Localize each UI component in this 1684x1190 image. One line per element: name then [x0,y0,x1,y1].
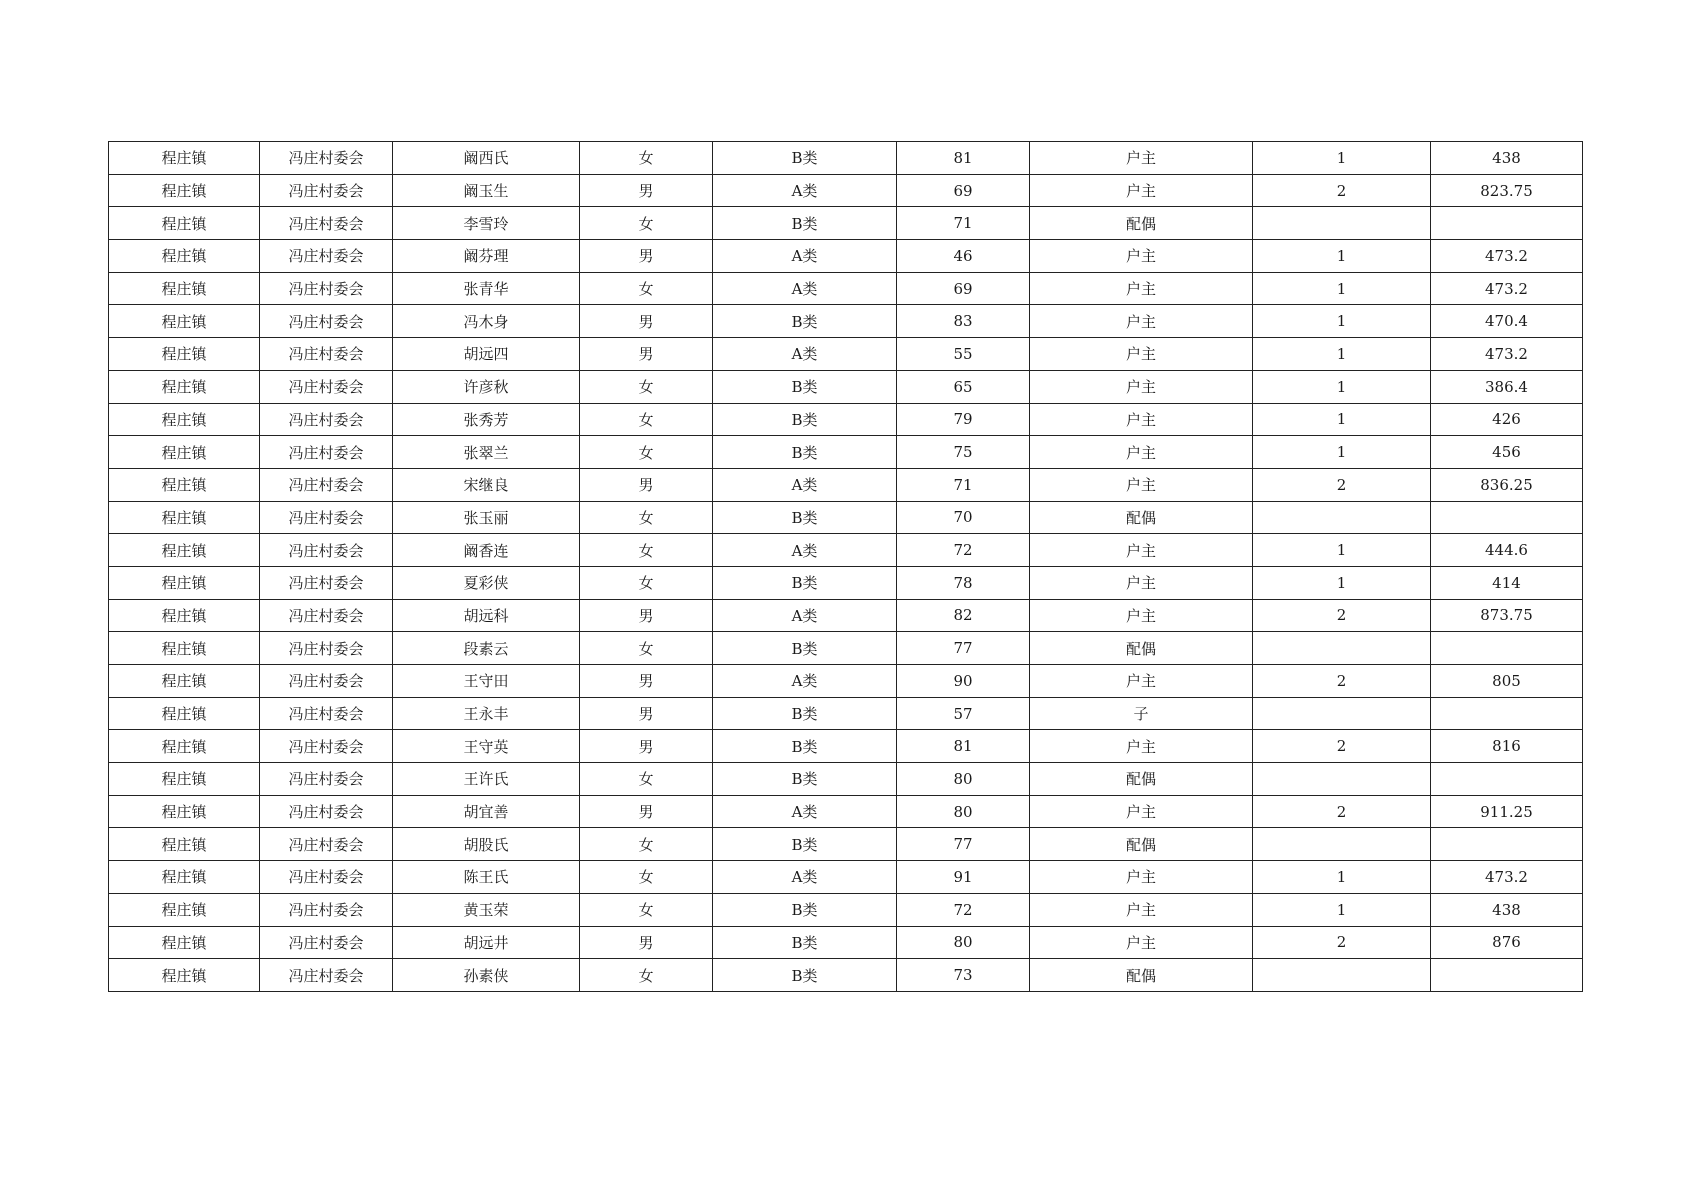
household-size-cell: 2 [1253,665,1431,698]
village-committee-cell: 冯庄村委会 [260,730,393,763]
gender-cell: 男 [580,795,713,828]
household-size-cell [1253,632,1431,665]
name-cell: 阚芬理 [393,240,580,273]
village-committee-cell: 冯庄村委会 [260,207,393,240]
age-cell: 71 [897,207,1030,240]
category-cell: B类 [713,207,897,240]
town-cell: 程庄镇 [109,403,260,436]
name-cell: 阚香连 [393,534,580,567]
category-cell: B类 [713,632,897,665]
amount-cell: 386.4 [1431,370,1583,403]
town-cell: 程庄镇 [109,632,260,665]
household-size-cell: 2 [1253,468,1431,501]
age-cell: 80 [897,926,1030,959]
household-size-cell: 1 [1253,240,1431,273]
category-cell: B类 [713,893,897,926]
table-row [109,763,1583,796]
village-committee-cell: 冯庄村委会 [260,632,393,665]
category-cell: A类 [713,272,897,305]
relation-cell: 户主 [1030,730,1253,763]
amount-cell: 911.25 [1431,795,1583,828]
name-cell: 胡远科 [393,599,580,632]
category-cell: B类 [713,501,897,534]
table-row [109,828,1583,861]
gender-cell: 女 [580,534,713,567]
village-committee-cell: 冯庄村委会 [260,370,393,403]
village-committee-cell: 冯庄村委会 [260,468,393,501]
town-cell: 程庄镇 [109,436,260,469]
age-cell: 80 [897,763,1030,796]
amount-cell: 473.2 [1431,272,1583,305]
table-row [109,730,1583,763]
age-cell: 46 [897,240,1030,273]
name-cell: 王永丰 [393,697,580,730]
category-cell: B类 [713,305,897,338]
town-cell: 程庄镇 [109,795,260,828]
table-row [109,338,1583,371]
gender-cell: 女 [580,501,713,534]
village-committee-cell: 冯庄村委会 [260,959,393,992]
age-cell: 90 [897,665,1030,698]
gender-cell: 女 [580,763,713,796]
category-cell: B类 [713,763,897,796]
gender-cell: 女 [580,861,713,894]
table-row [109,795,1583,828]
gender-cell: 女 [580,436,713,469]
table-row [109,174,1583,207]
table-row [109,861,1583,894]
relation-cell: 户主 [1030,240,1253,273]
age-cell: 75 [897,436,1030,469]
relation-cell: 户主 [1030,142,1253,175]
village-committee-cell: 冯庄村委会 [260,403,393,436]
relation-cell: 户主 [1030,272,1253,305]
age-cell: 57 [897,697,1030,730]
town-cell: 程庄镇 [109,305,260,338]
town-cell: 程庄镇 [109,665,260,698]
category-cell: A类 [713,534,897,567]
relation-cell: 户主 [1030,795,1253,828]
table-row [109,370,1583,403]
name-cell: 张翠兰 [393,436,580,469]
age-cell: 82 [897,599,1030,632]
town-cell: 程庄镇 [109,240,260,273]
village-committee-cell: 冯庄村委会 [260,893,393,926]
household-size-cell: 1 [1253,534,1431,567]
household-size-cell: 1 [1253,861,1431,894]
category-cell: B类 [713,566,897,599]
village-committee-cell: 冯庄村委会 [260,697,393,730]
household-size-cell: 1 [1253,370,1431,403]
name-cell: 阚西氏 [393,142,580,175]
town-cell: 程庄镇 [109,763,260,796]
village-committee-cell: 冯庄村委会 [260,828,393,861]
name-cell: 冯木身 [393,305,580,338]
name-cell: 张秀芳 [393,403,580,436]
amount-cell: 426 [1431,403,1583,436]
relation-cell: 户主 [1030,338,1253,371]
town-cell: 程庄镇 [109,142,260,175]
town-cell: 程庄镇 [109,370,260,403]
age-cell: 78 [897,566,1030,599]
gender-cell: 男 [580,240,713,273]
relation-cell: 户主 [1030,599,1253,632]
household-size-cell: 1 [1253,893,1431,926]
village-committee-cell: 冯庄村委会 [260,599,393,632]
gender-cell: 女 [580,272,713,305]
household-size-cell: 2 [1253,730,1431,763]
table-row [109,534,1583,567]
town-cell: 程庄镇 [109,566,260,599]
amount-cell [1431,763,1583,796]
name-cell: 王许氏 [393,763,580,796]
gender-cell: 男 [580,665,713,698]
household-size-cell: 1 [1253,338,1431,371]
gender-cell: 女 [580,893,713,926]
household-size-cell: 1 [1253,272,1431,305]
village-committee-cell: 冯庄村委会 [260,501,393,534]
town-cell: 程庄镇 [109,893,260,926]
name-cell: 胡宜善 [393,795,580,828]
town-cell: 程庄镇 [109,468,260,501]
age-cell: 80 [897,795,1030,828]
category-cell: B类 [713,370,897,403]
category-cell: B类 [713,142,897,175]
amount-cell: 816 [1431,730,1583,763]
relation-cell: 户主 [1030,468,1253,501]
gender-cell: 男 [580,305,713,338]
household-size-cell [1253,959,1431,992]
table-row [109,272,1583,305]
amount-cell: 473.2 [1431,338,1583,371]
relation-cell: 配偶 [1030,959,1253,992]
town-cell: 程庄镇 [109,501,260,534]
name-cell: 夏彩侠 [393,566,580,599]
relation-cell: 户主 [1030,926,1253,959]
gender-cell: 女 [580,403,713,436]
town-cell: 程庄镇 [109,534,260,567]
age-cell: 71 [897,468,1030,501]
household-size-cell: 1 [1253,566,1431,599]
amount-cell [1431,828,1583,861]
household-size-cell [1253,501,1431,534]
household-size-cell: 1 [1253,403,1431,436]
name-cell: 张青华 [393,272,580,305]
relation-cell: 配偶 [1030,828,1253,861]
gender-cell: 男 [580,338,713,371]
table-row [109,501,1583,534]
amount-cell: 805 [1431,665,1583,698]
name-cell: 胡远井 [393,926,580,959]
age-cell: 70 [897,501,1030,534]
category-cell: A类 [713,599,897,632]
village-committee-cell: 冯庄村委会 [260,272,393,305]
amount-cell [1431,959,1583,992]
village-committee-cell: 冯庄村委会 [260,861,393,894]
amount-cell: 470.4 [1431,305,1583,338]
table-row [109,959,1583,992]
name-cell: 陈王氏 [393,861,580,894]
village-committee-cell: 冯庄村委会 [260,338,393,371]
household-size-cell [1253,697,1431,730]
relation-cell: 户主 [1030,566,1253,599]
category-cell: A类 [713,665,897,698]
name-cell: 阚玉生 [393,174,580,207]
category-cell: A类 [713,795,897,828]
village-committee-cell: 冯庄村委会 [260,566,393,599]
age-cell: 69 [897,174,1030,207]
town-cell: 程庄镇 [109,697,260,730]
relation-cell: 配偶 [1030,207,1253,240]
amount-cell [1431,207,1583,240]
age-cell: 81 [897,730,1030,763]
age-cell: 65 [897,370,1030,403]
category-cell: A类 [713,468,897,501]
relation-cell: 配偶 [1030,501,1253,534]
table-row [109,305,1583,338]
town-cell: 程庄镇 [109,861,260,894]
name-cell: 宋继良 [393,468,580,501]
household-size-cell: 2 [1253,174,1431,207]
name-cell: 黄玉荣 [393,893,580,926]
amount-cell: 873.75 [1431,599,1583,632]
age-cell: 69 [897,272,1030,305]
category-cell: B类 [713,730,897,763]
category-cell: A类 [713,338,897,371]
data-table [108,141,1583,992]
household-size-cell [1253,207,1431,240]
table-row [109,599,1583,632]
town-cell: 程庄镇 [109,599,260,632]
village-committee-cell: 冯庄村委会 [260,142,393,175]
gender-cell: 男 [580,730,713,763]
amount-cell: 444.6 [1431,534,1583,567]
village-committee-cell: 冯庄村委会 [260,763,393,796]
amount-cell: 438 [1431,142,1583,175]
age-cell: 77 [897,828,1030,861]
gender-cell: 女 [580,142,713,175]
relation-cell: 户主 [1030,403,1253,436]
gender-cell: 男 [580,926,713,959]
name-cell: 胡股氏 [393,828,580,861]
relation-cell: 配偶 [1030,763,1253,796]
relation-cell: 户主 [1030,370,1253,403]
table-row [109,566,1583,599]
name-cell: 许彦秋 [393,370,580,403]
town-cell: 程庄镇 [109,828,260,861]
household-size-cell: 2 [1253,795,1431,828]
relation-cell: 户主 [1030,436,1253,469]
village-committee-cell: 冯庄村委会 [260,795,393,828]
category-cell: B类 [713,436,897,469]
amount-cell [1431,632,1583,665]
gender-cell: 男 [580,174,713,207]
age-cell: 91 [897,861,1030,894]
amount-cell: 876 [1431,926,1583,959]
amount-cell: 414 [1431,566,1583,599]
gender-cell: 男 [580,697,713,730]
household-size-cell: 2 [1253,926,1431,959]
category-cell: B类 [713,828,897,861]
amount-cell [1431,501,1583,534]
table-row [109,240,1583,273]
table-row [109,403,1583,436]
village-committee-cell: 冯庄村委会 [260,534,393,567]
household-size-cell: 1 [1253,305,1431,338]
amount-cell: 473.2 [1431,861,1583,894]
gender-cell: 女 [580,566,713,599]
gender-cell: 女 [580,207,713,240]
table-row [109,207,1583,240]
age-cell: 72 [897,893,1030,926]
table-row [109,468,1583,501]
relation-cell: 配偶 [1030,632,1253,665]
name-cell: 李雪玲 [393,207,580,240]
age-cell: 79 [897,403,1030,436]
category-cell: A类 [713,861,897,894]
amount-cell [1431,697,1583,730]
age-cell: 77 [897,632,1030,665]
household-size-cell: 1 [1253,436,1431,469]
name-cell: 胡远四 [393,338,580,371]
age-cell: 81 [897,142,1030,175]
relation-cell: 户主 [1030,534,1253,567]
gender-cell: 女 [580,370,713,403]
town-cell: 程庄镇 [109,959,260,992]
category-cell: B类 [713,403,897,436]
amount-cell: 473.2 [1431,240,1583,273]
village-committee-cell: 冯庄村委会 [260,926,393,959]
household-size-cell [1253,828,1431,861]
name-cell: 张玉丽 [393,501,580,534]
table-row [109,632,1583,665]
household-size-cell [1253,763,1431,796]
town-cell: 程庄镇 [109,926,260,959]
village-committee-cell: 冯庄村委会 [260,305,393,338]
village-committee-cell: 冯庄村委会 [260,665,393,698]
relation-cell: 子 [1030,697,1253,730]
gender-cell: 女 [580,959,713,992]
category-cell: A类 [713,174,897,207]
table-row [109,142,1583,175]
gender-cell: 男 [580,468,713,501]
village-committee-cell: 冯庄村委会 [260,174,393,207]
category-cell: B类 [713,959,897,992]
relation-cell: 户主 [1030,861,1253,894]
name-cell: 王守田 [393,665,580,698]
household-size-cell: 2 [1253,599,1431,632]
town-cell: 程庄镇 [109,338,260,371]
town-cell: 程庄镇 [109,730,260,763]
town-cell: 程庄镇 [109,174,260,207]
table-row [109,893,1583,926]
name-cell: 段素云 [393,632,580,665]
gender-cell: 女 [580,632,713,665]
household-size-cell: 1 [1253,142,1431,175]
amount-cell: 823.75 [1431,174,1583,207]
age-cell: 73 [897,959,1030,992]
table-row [109,436,1583,469]
amount-cell: 438 [1431,893,1583,926]
town-cell: 程庄镇 [109,207,260,240]
gender-cell: 女 [580,828,713,861]
relation-cell: 户主 [1030,174,1253,207]
age-cell: 55 [897,338,1030,371]
relation-cell: 户主 [1030,305,1253,338]
village-committee-cell: 冯庄村委会 [260,436,393,469]
village-committee-cell: 冯庄村委会 [260,240,393,273]
age-cell: 72 [897,534,1030,567]
gender-cell: 男 [580,599,713,632]
table-row [109,665,1583,698]
name-cell: 王守英 [393,730,580,763]
town-cell: 程庄镇 [109,272,260,305]
category-cell: A类 [713,240,897,273]
relation-cell: 户主 [1030,893,1253,926]
relation-cell: 户主 [1030,665,1253,698]
amount-cell: 836.25 [1431,468,1583,501]
amount-cell: 456 [1431,436,1583,469]
table-row [109,697,1583,730]
category-cell: B类 [713,926,897,959]
age-cell: 83 [897,305,1030,338]
table-body [109,142,1583,992]
name-cell: 孙素侠 [393,959,580,992]
category-cell: B类 [713,697,897,730]
table-row [109,926,1583,959]
